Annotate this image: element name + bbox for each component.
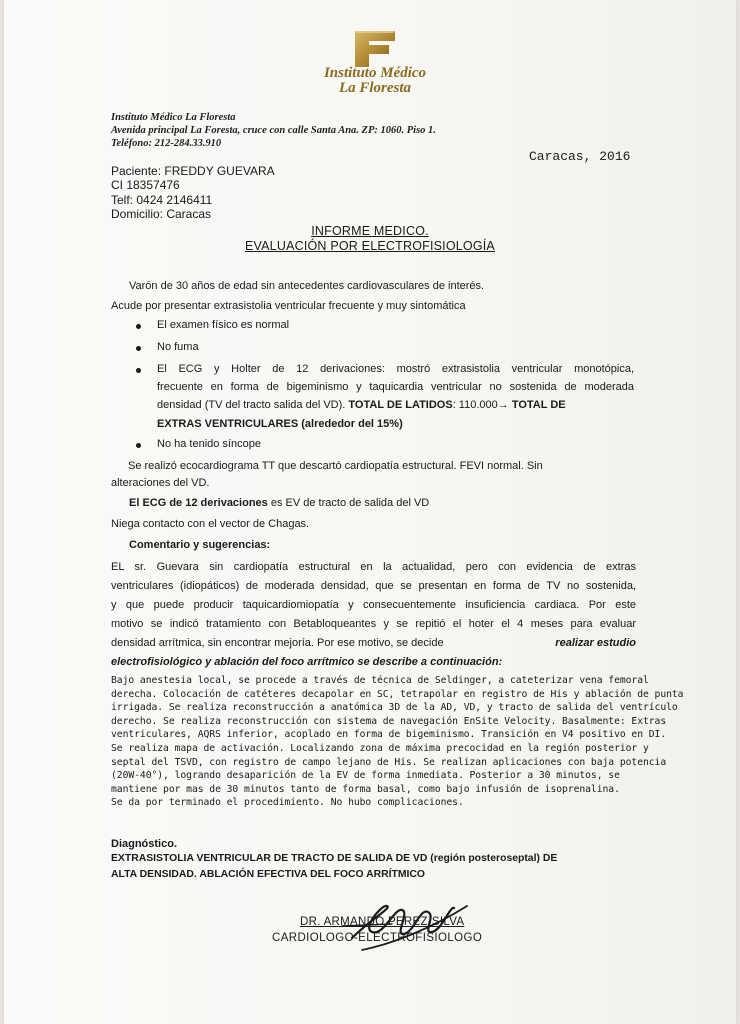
report-date: Caracas, 2016 <box>529 149 631 164</box>
institute-logo-name <box>264 66 486 96</box>
extras-percentage: (alrededor del 15%) <box>301 418 403 430</box>
procedure-line: derecho. Se realiza reconstrucción con sistema de navegación EnSite Velocity. Basalmente: Extras <box>111 715 667 727</box>
bullet-dot <box>136 324 141 329</box>
procedure-line: mantiene por mas de 30 minutos tanto de forma basal, como bajo infusión de isoprenalina. <box>111 783 620 795</box>
letterhead-phone: Teléfono: 212-284.33.910 <box>111 138 222 149</box>
comment-heading: Comentario y sugerencias: <box>129 539 271 551</box>
report-subtitle: EVALUACIÓN POR ELECTROFISIOLOGÍA <box>245 239 495 253</box>
bullet-dot <box>136 346 141 351</box>
comment-line-5 <box>111 637 636 650</box>
comment-line-1: EL sr. Guevara sin cardiopatía estructural en la actualidad, pero con evidencia de extras <box>111 561 636 573</box>
procedure-line: Se realiza mapa de activación. Localizando zona de máxima precocidad en la región posterior y <box>111 742 649 754</box>
document-page <box>4 0 736 1024</box>
logo-name-line1: Instituto Médico <box>323 65 427 81</box>
patient-ci: CI 18357476 <box>111 178 180 193</box>
report-title: INFORME MEDICO. <box>311 224 429 238</box>
letterhead <box>111 111 436 150</box>
patient-phone: Telf: 0424 2146411 <box>111 192 213 207</box>
patient-info <box>111 164 275 222</box>
echo-line-2: alteraciones del VD. <box>111 477 210 489</box>
chagas-line: Niega contacto con el vector de Chagas. <box>111 518 310 530</box>
doctor-name: DR. ARMANDO PEREZ-SILVA <box>300 916 465 928</box>
total-beats-label: TOTAL DE LATIDOS <box>348 399 453 411</box>
total-extras-label: TOTAL DE <box>511 399 566 411</box>
procedure-block <box>111 674 683 810</box>
procedure-line: irrigada. Se realiza reconstrucción a anatómica 3D de la AD, VD, y tracto de salida del ventrículo <box>111 702 678 714</box>
bullet-dot <box>136 368 141 373</box>
procedure-line: (20W-40°), logrando desaparición de la EV de forma inmediata. Posterior a 30 minutos, se <box>111 770 620 782</box>
procedure-line: Se da por terminado el procedimiento. No hubo complicaciones. <box>111 797 464 809</box>
diagnosis-line-2: ALTA DENSIDAD. ABLACIÓN EFECTIVA DEL FOCO ARRÍTMICO <box>111 869 426 880</box>
comment-line-2: ventriculares (idiopáticos) de moderada densidad, que se presentan en forma de TV no sostenida, <box>111 580 636 592</box>
bullet-physical-exam: El examen físico es normal <box>157 319 290 331</box>
bullet-ecg-line-3 <box>157 399 566 412</box>
bullet-ecg-line-4 <box>157 418 403 431</box>
comment-line-5-emphasis: realizar estudio <box>555 637 636 649</box>
extras-ventriculares-label: EXTRAS VENTRICULARES <box>157 418 299 430</box>
comment-line-3: y que puede producir taquicardiomiopatía y consecuentemente insuficiencia cardiaca. Por este <box>111 599 636 611</box>
patient-address: Domicilio: Caracas <box>111 207 212 222</box>
bullet-ecg-line-1: El ECG y Holter de 12 derivaciones: mostró extrasistolia ventricular monotópica, <box>157 363 634 375</box>
procedure-line: derecha. Colocación de catéteres decapolar en SC, tetrapolar en registro de His y ablación de punta <box>111 688 684 700</box>
procedure-line: Bajo anestesia local, se procede a través de técnica de Seldinger, a cateterizar vena femoral <box>111 675 649 686</box>
procedure-line: septal del TSVD, con registro de campo lejano de His. Se realizan aplicaciones con baja potencia <box>111 756 667 768</box>
total-beats-value: : 110.000→ <box>452 399 509 411</box>
echo-line-1: Se realizó ecocardiograma TT que descartó cardiopatía estructural. FEVI normal. Sin <box>128 460 543 472</box>
ecg12-label: El ECG de 12 derivaciones <box>129 497 268 509</box>
intro-line-1: Varón de 30 años de edad sin antecedentes cardiovasculares de interés. <box>129 280 485 292</box>
ecg-tv-text: densidad (TV del tracto salida del VD). <box>157 399 346 411</box>
intro-line-2: Acude por presentar extrasistolia ventricular frecuente y muy sintomática <box>111 300 466 312</box>
doctor-specialty: CARDIOLOGO-ELECTROFISIOLOGO <box>272 932 483 944</box>
letterhead-institute: Instituto Médico La Floresta <box>111 112 236 123</box>
ecg12-line <box>129 497 429 510</box>
diagnosis-heading: Diagnóstico. <box>111 838 178 850</box>
bullet-dot <box>136 443 141 448</box>
comment-line-4: motivo se indicó tratamiento con Betabloqueantes y se repitió el hoter el 4 meses para evaluar <box>111 618 636 630</box>
bullet-no-smoking: No fuma <box>157 341 199 353</box>
logo-name-line2: La Floresta <box>338 80 412 96</box>
procedure-line: ventriculares, AQRS inferior, acoplado en forma de bigeminismo. Transición en V4 positivo en DI. <box>111 729 667 741</box>
ecg12-result: es EV de tracto de salida del VD <box>270 497 430 509</box>
bullet-ecg-line-2: frecuente en forma de bigeminismo y taquicardia ventricular no sostenida de moderada <box>157 381 634 393</box>
bullet-syncope: No ha tenido síncope <box>157 438 261 450</box>
comment-line-5-text: densidad arrítmica, sin encontrar mejoría. Por ese motivo, se decide <box>111 637 444 649</box>
letterhead-address: Avenida principal La Foresta, cruce con calle Santa Ana. ZP: 1060. Piso 1. <box>111 125 436 136</box>
diagnosis-line-1: EXTRASISTOLIA VENTRICULAR DE TRACTO DE SALIDA DE VD (región posteroseptal) DE <box>111 853 558 864</box>
patient-name: Paciente: FREDDY GUEVARA <box>111 164 275 178</box>
comment-line-6: electrofisiológico y ablación del foco arrítmico se describe a continuación: <box>111 656 503 668</box>
